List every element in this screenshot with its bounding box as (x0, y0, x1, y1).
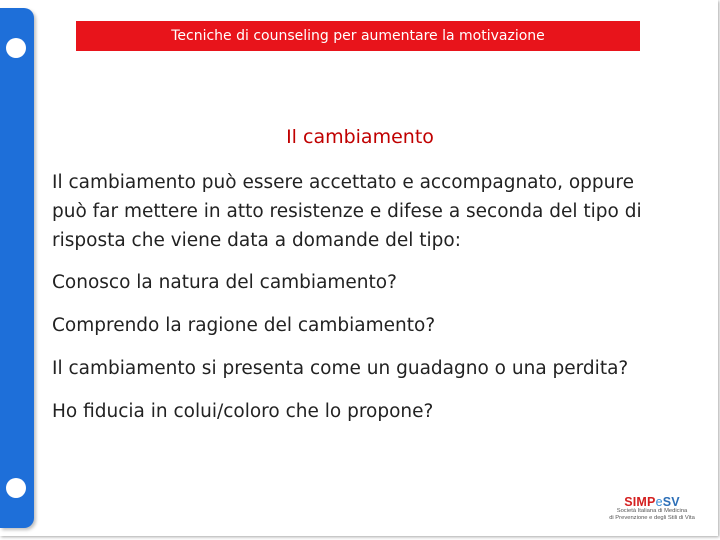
logo-mark: SIMPeSV (624, 495, 680, 509)
intro-paragraph: Il cambiamento può essere accettato e accompagnato, oppure può far mettere in atto resistenze e difese a seconda del tipo di risposta che viene data a domande del tipo: (52, 172, 642, 251)
question-item: Il cambiamento si presenta come un guadagno o una perdita? (52, 358, 629, 379)
slide-title: Il cambiamento (286, 126, 434, 148)
simpesv-logo (594, 496, 710, 526)
circle-bullet-icon (6, 38, 26, 58)
question-item: Comprendo la ragione del cambiamento? (52, 315, 436, 336)
question-item: Ho fiducia in colui/coloro che lo propone? (52, 401, 434, 422)
logo-subtitle-line: Società Italiana di Medicina (616, 508, 688, 514)
circle-bullet-icon (6, 478, 26, 498)
header-banner-text: Tecniche di counseling per aumentare la motivazione (171, 28, 545, 44)
question-item: Conosco la natura del cambiamento? (52, 272, 397, 293)
logo-subtitle-line: di Prevenzione e degli Stili di Vita (609, 515, 695, 521)
header-banner (76, 21, 640, 51)
side-accent-bar (0, 8, 34, 528)
